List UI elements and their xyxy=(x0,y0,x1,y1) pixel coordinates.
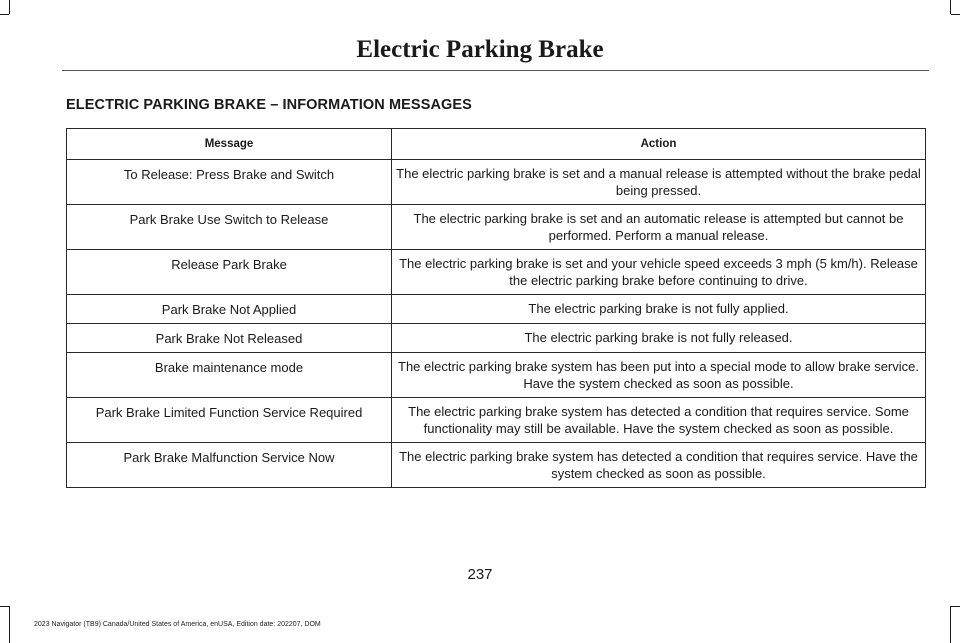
crop-mark-top-right-h xyxy=(951,14,960,15)
table-row xyxy=(67,443,926,488)
table-row xyxy=(67,295,926,324)
section-heading: ELECTRIC PARKING BRAKE – INFORMATION MESSAGES xyxy=(66,97,472,113)
crop-mark-top-left-h xyxy=(0,14,9,15)
table-row xyxy=(67,353,926,398)
action-cell: The electric parking brake is set and a manual release is attempted without the brake pedal being pressed. xyxy=(392,160,926,205)
crop-mark-top-left-v xyxy=(9,0,10,14)
message-cell: Park Brake Limited Function Service Required xyxy=(67,398,392,443)
message-cell: Park Brake Not Released xyxy=(67,324,392,353)
edition-footer: 2023 Navigator (TB9) Canada/United States of America, enUSA, Edition date: 202207, DOM xyxy=(34,621,321,628)
table-row xyxy=(67,205,926,250)
header-divider xyxy=(62,70,929,71)
message-cell: Park Brake Not Applied xyxy=(67,295,392,324)
information-messages-table xyxy=(66,128,926,488)
crop-mark-bottom-left-v xyxy=(9,606,10,643)
crop-mark-top-right-v xyxy=(950,0,951,14)
action-cell: The electric parking brake is set and an automatic release is attempted but cannot be performed. Perform a manual release. xyxy=(392,205,926,250)
action-cell: The electric parking brake system has been put into a special mode to allow brake service. Have the system checked as soon as possible. xyxy=(392,353,926,398)
action-cell: The electric parking brake is set and your vehicle speed exceeds 3 mph (5 km/h). Release the electric parking brake before continuing to drive. xyxy=(392,250,926,295)
table-row xyxy=(67,324,926,353)
message-cell: Park Brake Use Switch to Release xyxy=(67,205,392,250)
message-cell: Park Brake Malfunction Service Now xyxy=(67,443,392,488)
table-row xyxy=(67,250,926,295)
page-number: 237 xyxy=(467,566,493,583)
action-cell: The electric parking brake is not fully applied. xyxy=(392,295,926,324)
table-row xyxy=(67,398,926,443)
action-cell: The electric parking brake system has detected a condition that requires service. Some functionality may still be available. Have the system checked as soon as possible. xyxy=(392,398,926,443)
message-cell: Brake maintenance mode xyxy=(67,353,392,398)
action-cell: The electric parking brake is not fully released. xyxy=(392,324,926,353)
crop-mark-bottom-left-h xyxy=(0,606,9,607)
message-cell: Release Park Brake xyxy=(67,250,392,295)
action-cell: The electric parking brake system has detected a condition that requires service. Have the system checked as soon as possible. xyxy=(392,443,926,488)
crop-mark-bottom-right-v xyxy=(950,606,951,643)
column-header-message: Message xyxy=(67,129,392,160)
message-cell: To Release: Press Brake and Switch xyxy=(67,160,392,205)
page-header-title: Electric Parking Brake xyxy=(356,36,604,63)
column-header-action: Action xyxy=(392,129,926,160)
crop-mark-bottom-right-h xyxy=(951,606,960,607)
table-header-row xyxy=(67,129,926,160)
table-row xyxy=(67,160,926,205)
